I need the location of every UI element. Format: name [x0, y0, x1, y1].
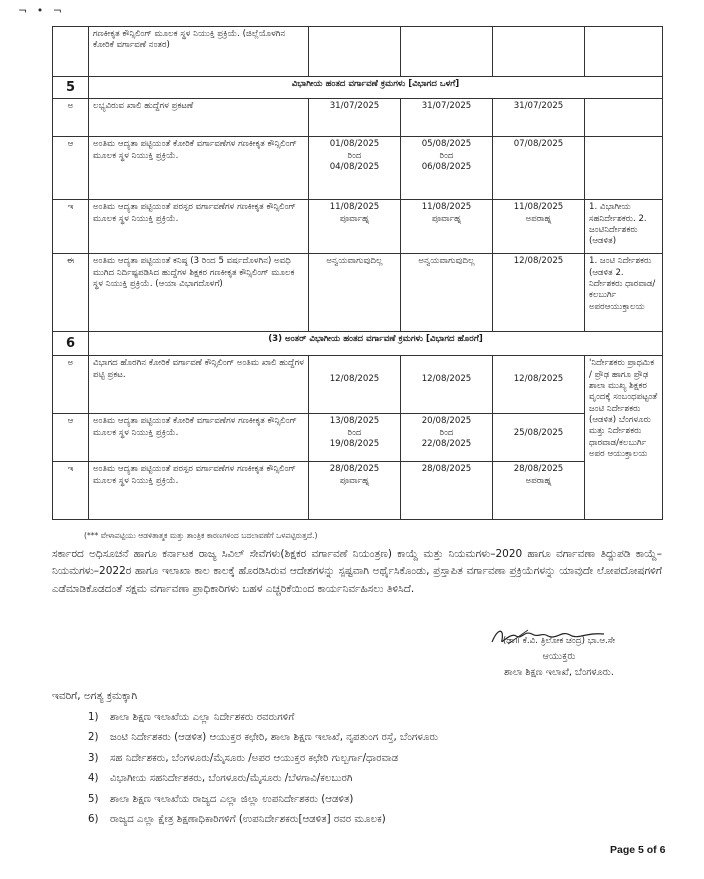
- date-line: 01/08/2025: [329, 139, 380, 150]
- step-description: ಅಂತಿಮ ಆದ್ಯತಾ ಪಟ್ಟಿಯಂತೆ ಪರಸ್ಪರ ವರ್ಗಾವಣೆಗಳ ಗಣಕೀಕೃತ ಕೌನ್ಸಿಲಿಂಗ್ ಮೂಲಕ ಸ್ಥಳ ನಿಯುಕ್ತಿ ಪ್ರಕ್ರಿಯೆ.: [89, 200, 309, 254]
- date-line: ಪೂರ್ವಾಹ್ನ: [339, 213, 370, 224]
- section-title: ವಿಭಾಗೀಯ ಹಂತದ ವರ್ಗಾವಣೆ ಕ್ರಮಗಳು [ವಿಭಾಗದ ಒಳಗೆ]: [89, 77, 663, 99]
- date-line: ಅಪರಾಹ್ನ: [525, 475, 552, 486]
- date-line: 12/08/2025: [329, 374, 380, 385]
- step-description: ಅಂತಿಮ ಆದ್ಯತಾ ಪಟ್ಟಿಯಂತೆ ಪರಸ್ಪರ ವರ್ಗಾವಣೆಗಳ ಗಣಕೀಕೃತ ಕೌನ್ಸಿಲಿಂಗ್ ಮೂಲಕ ಸ್ಥಳ ನಿಯುಕ್ತಿ ಪ್ರಕ್ರಿಯೆ.: [89, 462, 309, 520]
- date-cell: [493, 137, 585, 200]
- date-cell: [309, 99, 401, 137]
- list-item: 6) ರಾಜ್ಯದ ಎಲ್ಲಾ ಕ್ಷೇತ್ರ ಶಿಕ್ಷಣಾಧಿಕಾರಿಗಳಿಗೆ (ಉಪನಿರ್ದೇಶಕರು[ಆಡಳಿತ] ರವರ ಮೂಲಕ): [88, 814, 386, 826]
- date-cell: [493, 462, 585, 520]
- date-line: ಅಪರಾಹ್ನ: [525, 213, 552, 224]
- row-marker: ಆ: [53, 414, 89, 462]
- row-marker: ಅ: [53, 356, 89, 414]
- row-marker: ಇ: [53, 200, 89, 254]
- date-line: 20/08/2025: [421, 416, 472, 427]
- date-line: 28/08/2025: [513, 464, 564, 475]
- date-cell: [401, 137, 493, 200]
- signatory-designation: ಆಯುಕ್ತರು: [542, 650, 576, 662]
- date-line: 22/08/2025: [421, 438, 472, 449]
- section-header-row: [53, 332, 663, 356]
- date-line: 31/07/2025: [513, 101, 564, 112]
- section-title: (3) ಅಂತರ್ ವಿಭಾಗೀಯ ಹಂತದ ವರ್ಗಾವಣೆ ಕ್ರಮಗಳು [ವಿಭಾಗದ ಹೊರಗೆ]: [89, 332, 663, 356]
- copy-to-list: [88, 708, 438, 830]
- row-marker: ಆ: [53, 137, 89, 200]
- date-line: 04/08/2025: [329, 161, 380, 172]
- date-line: 12/08/2025: [421, 374, 472, 385]
- date-line: 13/08/2025: [329, 416, 380, 427]
- table-row: [53, 99, 663, 137]
- table-row: [53, 462, 663, 520]
- responsible-officer: 1. ವಿಭಾಗೀಯ ಸಹನಿರ್ದೇಶಕರು. 2. ಜಂಟಿನಿರ್ದೇಶಕರು (ಆಡಳಿತ): [585, 200, 663, 254]
- date-cell: [401, 99, 493, 137]
- date-line: 11/08/2025: [421, 202, 472, 213]
- row-marker: ಈ: [53, 254, 89, 332]
- date-line: ರಿಂದ: [439, 150, 454, 161]
- table-row: [53, 254, 663, 332]
- date-cell: [493, 254, 585, 332]
- signature-block: [452, 634, 666, 682]
- scan-corner-marks: ¬ • ¬: [18, 4, 65, 17]
- date-line: ಪೂರ್ವಾಹ್ನ: [431, 213, 462, 224]
- section-number: 5: [53, 77, 89, 99]
- step-description: ಗಣಕೀಕೃತ ಕೌನ್ಸಿಲಿಂಗ್ ಮೂಲಕ ಸ್ಥಳ ನಿಯುಕ್ತಿ ಪ್ರಕ್ರಿಯೆ. (ಜಿಲ್ಲೆಯೊಳಗಿನ ಕೋರಿಕೆ ವರ್ಗಾವಣೆ ನಂತರ): [89, 27, 309, 77]
- table-row: [53, 200, 663, 254]
- date-line: 07/08/2025: [513, 139, 564, 150]
- list-item: 3) ಸಹ ನಿರ್ದೇಶಕರು, ಬೆಂಗಳೂರು/ಮೈಸೂರು /ಅಪರ ಆಯುಕ್ತರ ಕಛೇರಿ ಗುಲ್ಬರ್ಗಾ/ಧಾರವಾಡ: [88, 752, 399, 764]
- step-description: ಅಂತಿಮ ಆದ್ಯತಾ ಪಟ್ಟಿಯಂತೆ ಕೋರಿಕೆ ವರ್ಗಾವಣೆಗಳ ಗಣಕೀಕೃತ ಕೌನ್ಸಿಲಿಂಗ್ ಮೂಲಕ ಸ್ಥಳ ನಿಯುಕ್ತಿ ಪ್ರಕ್ರಿಯೆ.: [89, 414, 309, 462]
- date-line: 12/08/2025: [513, 374, 564, 385]
- date-line: 25/08/2025: [513, 428, 564, 439]
- date-cell: [309, 200, 401, 254]
- date-cell: [401, 254, 493, 332]
- date-line: 28/08/2025: [329, 464, 380, 475]
- date-line: ಪೂರ್ವಾಹ್ನ: [339, 475, 370, 486]
- date-line: ರಿಂದ: [347, 150, 362, 161]
- table-row: [53, 137, 663, 200]
- date-cell: [309, 137, 401, 200]
- date-line: 31/07/2025: [421, 101, 472, 112]
- step-description: ಅಂತಿಮ ಆದ್ಯತಾ ಪಟ್ಟಿಯಂತೆ ಕೋರಿಕೆ ವರ್ಗಾವಣೆಗಳ ಗಣಕೀಕೃತ ಕೌನ್ಸಿಲಿಂಗ್ ಮೂಲಕ ಸ್ಥಳ ನಿಯುಕ್ತಿ ಪ್ರಕ್ರಿಯೆ.: [89, 137, 309, 200]
- date-cell: [401, 356, 493, 414]
- copy-to-heading: ಇವರಿಗೆ, ಅಗತ್ಯ ಕ್ರಮಕ್ಕಾಗಿ: [52, 690, 138, 702]
- table-row: [53, 27, 663, 77]
- table-row: [53, 356, 663, 414]
- date-line: ರಿಂದ: [347, 427, 362, 438]
- date-cell: [309, 462, 401, 520]
- date-cell: [309, 356, 401, 414]
- date-line: ಅನ್ವಯವಾಗುವುದಿಲ್ಲ: [418, 256, 475, 267]
- date-line: 11/08/2025: [513, 202, 564, 213]
- date-line: 06/08/2025: [421, 161, 472, 172]
- date-line: ಅನ್ವಯವಾಗುವುದಿಲ್ಲ: [326, 256, 383, 267]
- date-line: 28/08/2025: [421, 464, 472, 475]
- responsible-officer: 'ನಿರ್ದೇಶಕರು ಪ್ರಾಥಮಿಕ / ಪ್ರೌಢ ಹಾಗೂ ಪ್ರೌಢ ಶಾಲಾ ಮುಖ್ಯ ಶಿಕ್ಷಕರ ವೃಂದಕ್ಕೆ ಸಂಬಂಧಪಟ್ಟಂತೆ ಜಂಟಿ ನಿರ್ದೇಶಕರು (ಆಡಳಿತ) ಬೆಂಗಳೂರು ಮತ್ತು ನಿರ್ದೇಶಕರು ಧಾರವಾಡ/ಕಲಬುರ್ಗಿ ಅಪರ ಆಯುಕ್ತಾಲಯ: [585, 356, 663, 520]
- date-line: 11/08/2025: [329, 202, 380, 213]
- list-item: 5) ಶಾಲಾ ಶಿಕ್ಷಣ ಇಲಾಖೆಯ ರಾಜ್ಯದ ಎಲ್ಲಾ ಜಿಲ್ಲಾ ಉಪನಿರ್ದೇಶಕರು (ಆಡಳಿತ): [88, 793, 354, 805]
- page-number: Page 5 of 6: [610, 844, 666, 856]
- date-cell: [309, 414, 401, 462]
- step-description: ಅಂತಿಮ ಆದ್ಯತಾ ಪಟ್ಟಿಯಂತೆ ಕನಿಷ್ಠ (3 ರಿಂದ 5 ವರ್ಷದೊಳಗಿನ) ಅವಧಿ ಮುಗಿದ ನಿರ್ದಿಷ್ಟಪಡಿಸಿದ ಹುದ್ದೆಗಳ ಶಿಕ್ಷಕರ ಗಣಕೀಕೃತ ಕೌನ್ಸಿಲಿಂಗ್ ಮೂಲಕ ಸ್ಥಳ ನಿಯುಕ್ತಿ ಪ್ರಕ್ರಿಯೆ. (ಆಯಾ ವಿಭಾಗದೊಳಗೆ): [89, 254, 309, 332]
- section-header-row: [53, 77, 663, 99]
- date-cell: [493, 414, 585, 462]
- date-cell: [493, 99, 585, 137]
- date-line: 19/08/2025: [329, 438, 380, 449]
- date-cell: [401, 414, 493, 462]
- signatory-office: ಶಾಲಾ ಶಿಕ್ಷಣ ಇಲಾಖೆ, ಬೆಂಗಳೂರು.: [504, 667, 614, 679]
- schedule-change-note: (*** ವೇಳಾಪಟ್ಟಿಯು ಆಡಳಿತಾತ್ಮಕ ಮತ್ತು ತಾಂತ್ರಿಕ ಕಾರಣಗಳಿಂದ ಬದಲಾವಣೆಗೆ ಒಳಪಟ್ಟಿರುತ್ತದೆ.): [84, 531, 318, 540]
- table-row: [53, 414, 663, 462]
- row-number: [53, 27, 89, 77]
- list-item: 1) ಶಾಲಾ ಶಿಕ್ಷಣ ಇಲಾಖೆಯ ಎಲ್ಲಾ ನಿರ್ದೇಶಕರು ರವರುಗಳಿಗೆ: [88, 712, 295, 723]
- date-cell: [493, 200, 585, 254]
- date-cell: [401, 462, 493, 520]
- row-marker: ಇ: [53, 462, 89, 520]
- section-number: 6: [53, 332, 89, 356]
- date-line: 12/08/2025: [513, 256, 564, 267]
- row-marker: ಅ: [53, 99, 89, 137]
- responsible-officer: 1. ಜಂಟಿ ನಿರ್ದೇಶಕರು (ಆಡಳಿತ 2. ನಿರ್ದೇಶಕರು ಧಾರವಾಡ/ಕಲಬುರ್ಗಿ ಅಪರಆಯುಕ್ತಾಲಯ: [585, 254, 663, 332]
- date-line: ರಿಂದ: [439, 427, 454, 438]
- transfer-schedule-table: [52, 26, 663, 520]
- list-item: 4) ವಿಭಾಗೀಯ ಸಹನಿರ್ದೇಶಕರು, ಬೆಂಗಳೂರು/ಮೈಸೂರು /ಬೆಳಗಾವಿ/ಕಲಬುರಗಿ: [88, 773, 353, 785]
- date-cell: [401, 200, 493, 254]
- instruction-paragraph: ಸರ್ಕಾರದ ಅಧಿಸೂಚನೆ ಹಾಗೂ ಕರ್ನಾಟಕ ರಾಜ್ಯ ಸಿವಿಲ್ ಸೇವೆಗಳು(ಶಿಕ್ಷಕರ ವರ್ಗಾವಣೆ ನಿಯಂತ್ರಣ) ಕಾಯ್ದೆ ಮತ್ತು ನಿಯಮಗಳು–2020 ಹಾಗೂ ವರ್ಗಾವಣಾ ತಿದ್ದುಪಡಿ ಕಾಯ್ದೆ–ನಿಯಮಗಳು–2022ರ ಹಾಗೂ ಇಲಾಖಾ ಕಾಲ ಕಾಲಕ್ಕೆ ಹೊರಡಿಸಿರುವ ಆದೇಶಗಳನ್ನು ಸ್ಪಷ್ಟವಾಗಿ ಅರ್ಥೈಸಿಕೊಂಡು, ಪ್ರಸ್ತಾಪಿತ ವರ್ಗಾವಣಾ ಪ್ರಕ್ರಿಯೆಗಳನ್ನು ಯಾವುದೇ ಲೋಪದೋಷಗಳಿಗೆ ಎಡೆಮಾಡಿಕೊಡದಂತೆ ಸಕ್ಷಮ ವರ್ಗಾವಣಾ ಪ್ರಾಧಿಕಾರಿಗಳು ಬಹಳ ಎಚ್ಚರಿಕೆಯಿಂದ ಕಾರ್ಯನಿರ್ವಹಿಸಲು ತಿಳಿಸಿದೆ.: [52, 548, 662, 595]
- date-line: 31/07/2025: [329, 101, 380, 112]
- date-cell: [493, 356, 585, 414]
- step-description: ವಿಭಾಗದ ಹೊರಗಿನ ಕೋರಿಕೆ ವರ್ಗಾವಣೆ ಕೌನ್ಸಿಲಿಂಗ್ ಅಂತಿಮ ಖಾಲಿ ಹುದ್ದೆಗಳ ಪಟ್ಟಿ ಪ್ರಕಟ.: [89, 356, 309, 414]
- date-cell: [309, 254, 401, 332]
- step-description: ಲಭ್ಯವಿರುವ ಖಾಲಿ ಹುದ್ದೆಗಳ ಪ್ರಕಟಣೆ: [89, 99, 309, 137]
- list-item: 2) ಜಂಟಿ ನಿರ್ದೇಶಕರು (ಆಡಳಿತ) ಆಯುಕ್ತರ ಕಛೇರಿ, ಶಾಲಾ ಶಿಕ್ಷಣ ಇಲಾಖೆ, ನೃಪತುಂಗ ರಸ್ತೆ, ಬೆಂಗಳೂರು: [88, 732, 439, 744]
- signatory-name: (ಡಾ॥ ಕೆ.ವಿ. ತ್ರಿಲೋಕ ಚಂದ್ರ) ಭಾ.ಆ.ಸೇ: [502, 636, 616, 646]
- date-line: 05/08/2025: [421, 139, 472, 150]
